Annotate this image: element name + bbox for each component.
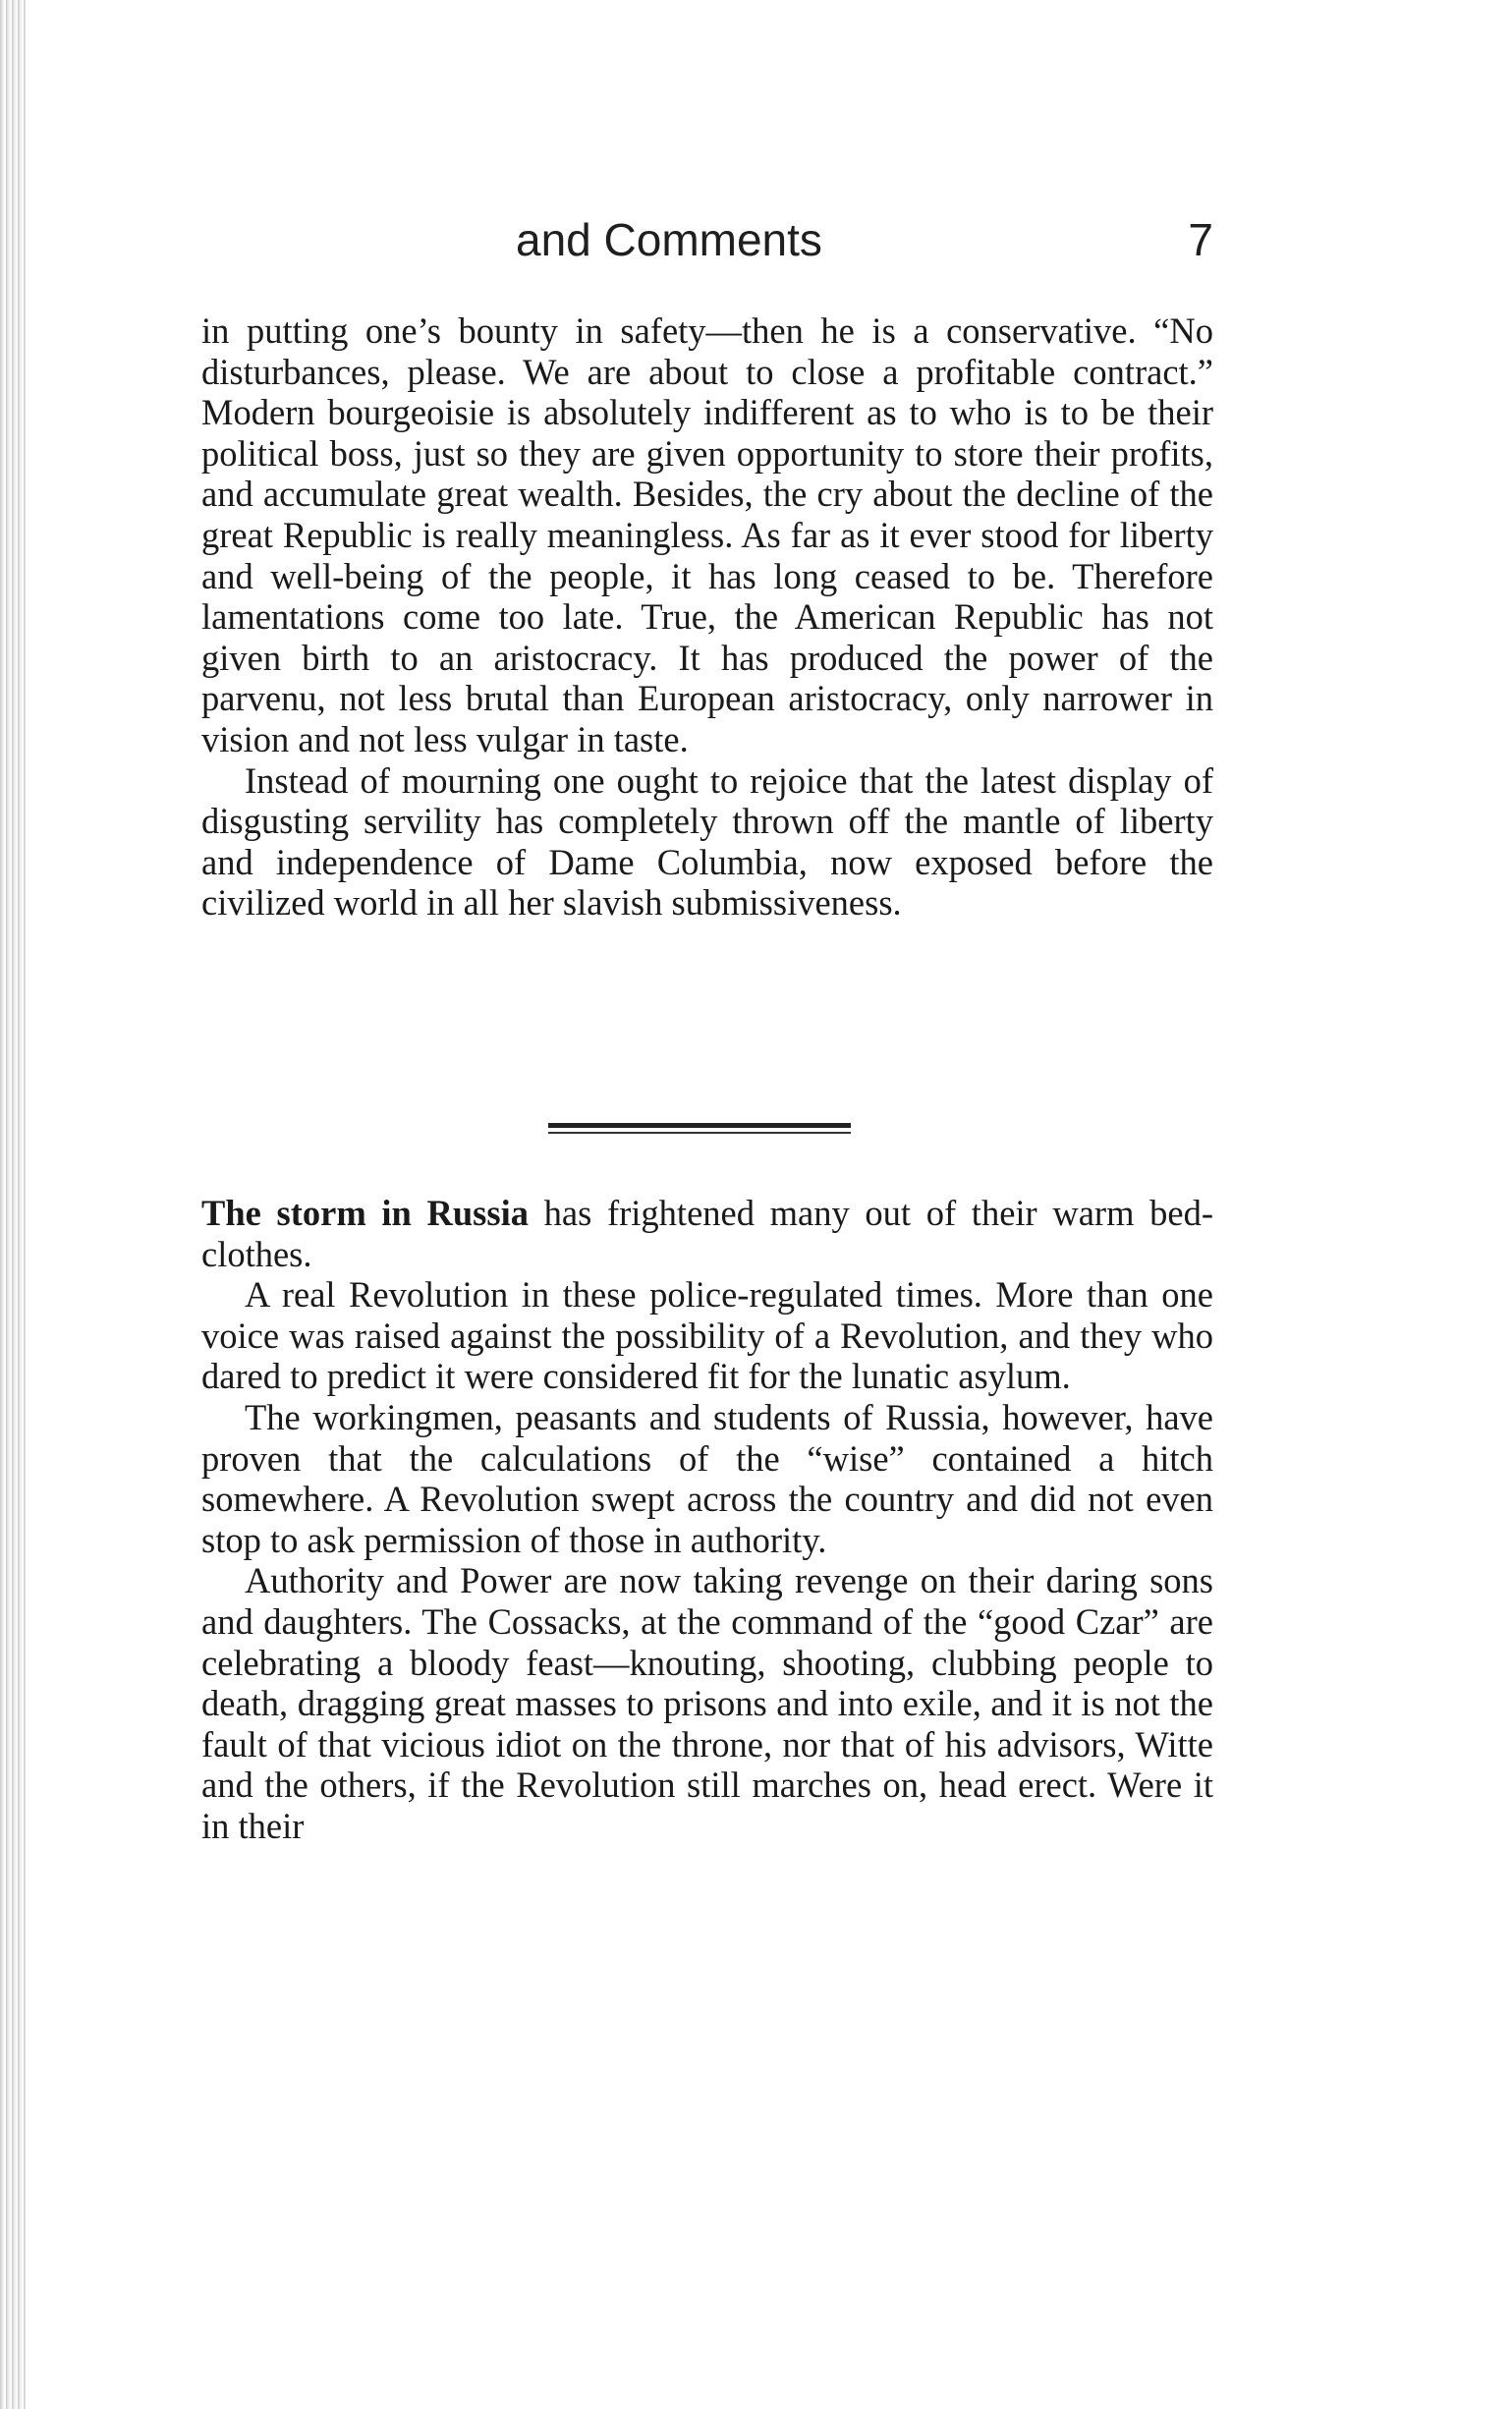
- section-1: [201, 310, 1213, 924]
- running-head: [201, 208, 1213, 277]
- section-lead-in: The storm in Russia: [201, 1193, 529, 1233]
- paragraph-6: Authority and Power are now taking revenge on their daring sons and daughters. The Cossacks, at the command of the “good Czar” are celebrating a bloody feast—knouting, shooting, clubbing people to death, dragging great masses to prisons and into exile, and it is not the fault of that vicious idiot on the throne, nor that of his advisors, Witte and the others, if the Revolution still marches on, head erect. Were it in their: [201, 1560, 1213, 1846]
- separator-rule-thick: [548, 1123, 851, 1128]
- page-number: 7: [1188, 214, 1213, 265]
- section-2: [201, 1193, 1213, 1847]
- running-title: and Comments: [516, 214, 822, 265]
- paragraph-3-rest: has frightened many out of their warm bed-clothes.: [201, 1193, 1213, 1274]
- paragraph-1: in putting one’s bounty in safety—then he is a conservative. “No disturbances, please. We are about to close a profitable contract.” Modern bourgeoisie is absolutely indifferent as to who is to be their political boss, just so they are given opportunity to store their profits, and accumulate great wealth. Besides, the cry about the decline of the great Republic is really meaningless. As far as it ever stood for liberty and well-being of the people, it has long ceased to be. Therefore lamentations come too late. True, the American Republic has not given birth to an aristocracy. It has produced the power of the parvenu, not less brutal than European aristocracy, only narrower in vision and not less vulgar in taste.: [201, 310, 1213, 759]
- section-separator: [548, 1123, 851, 1137]
- paragraph-5: The workingmen, peasants and students of Russia, however, have proven that the calculations of the “wise” contained a hitch somewhere. A Revolution swept across the country and did not even stop to ask permission of those in authority.: [201, 1396, 1213, 1560]
- paragraph-4: A real Revolution in these police-regulated times. More than one voice was raised against the possibility of a Revolution, and they who dared to predict it were considered fit for the lunatic asylum.: [201, 1274, 1213, 1397]
- paragraph-2: Instead of mourning one ought to rejoice that the latest display of disgusting servility has completely thrown off the mantle of liberty and independence of Dame Columbia, now exposed before the civilized world in all her slavish submissiveness.: [201, 759, 1213, 924]
- separator-rule-thin: [548, 1132, 851, 1134]
- paragraph-3: [201, 1193, 1213, 1274]
